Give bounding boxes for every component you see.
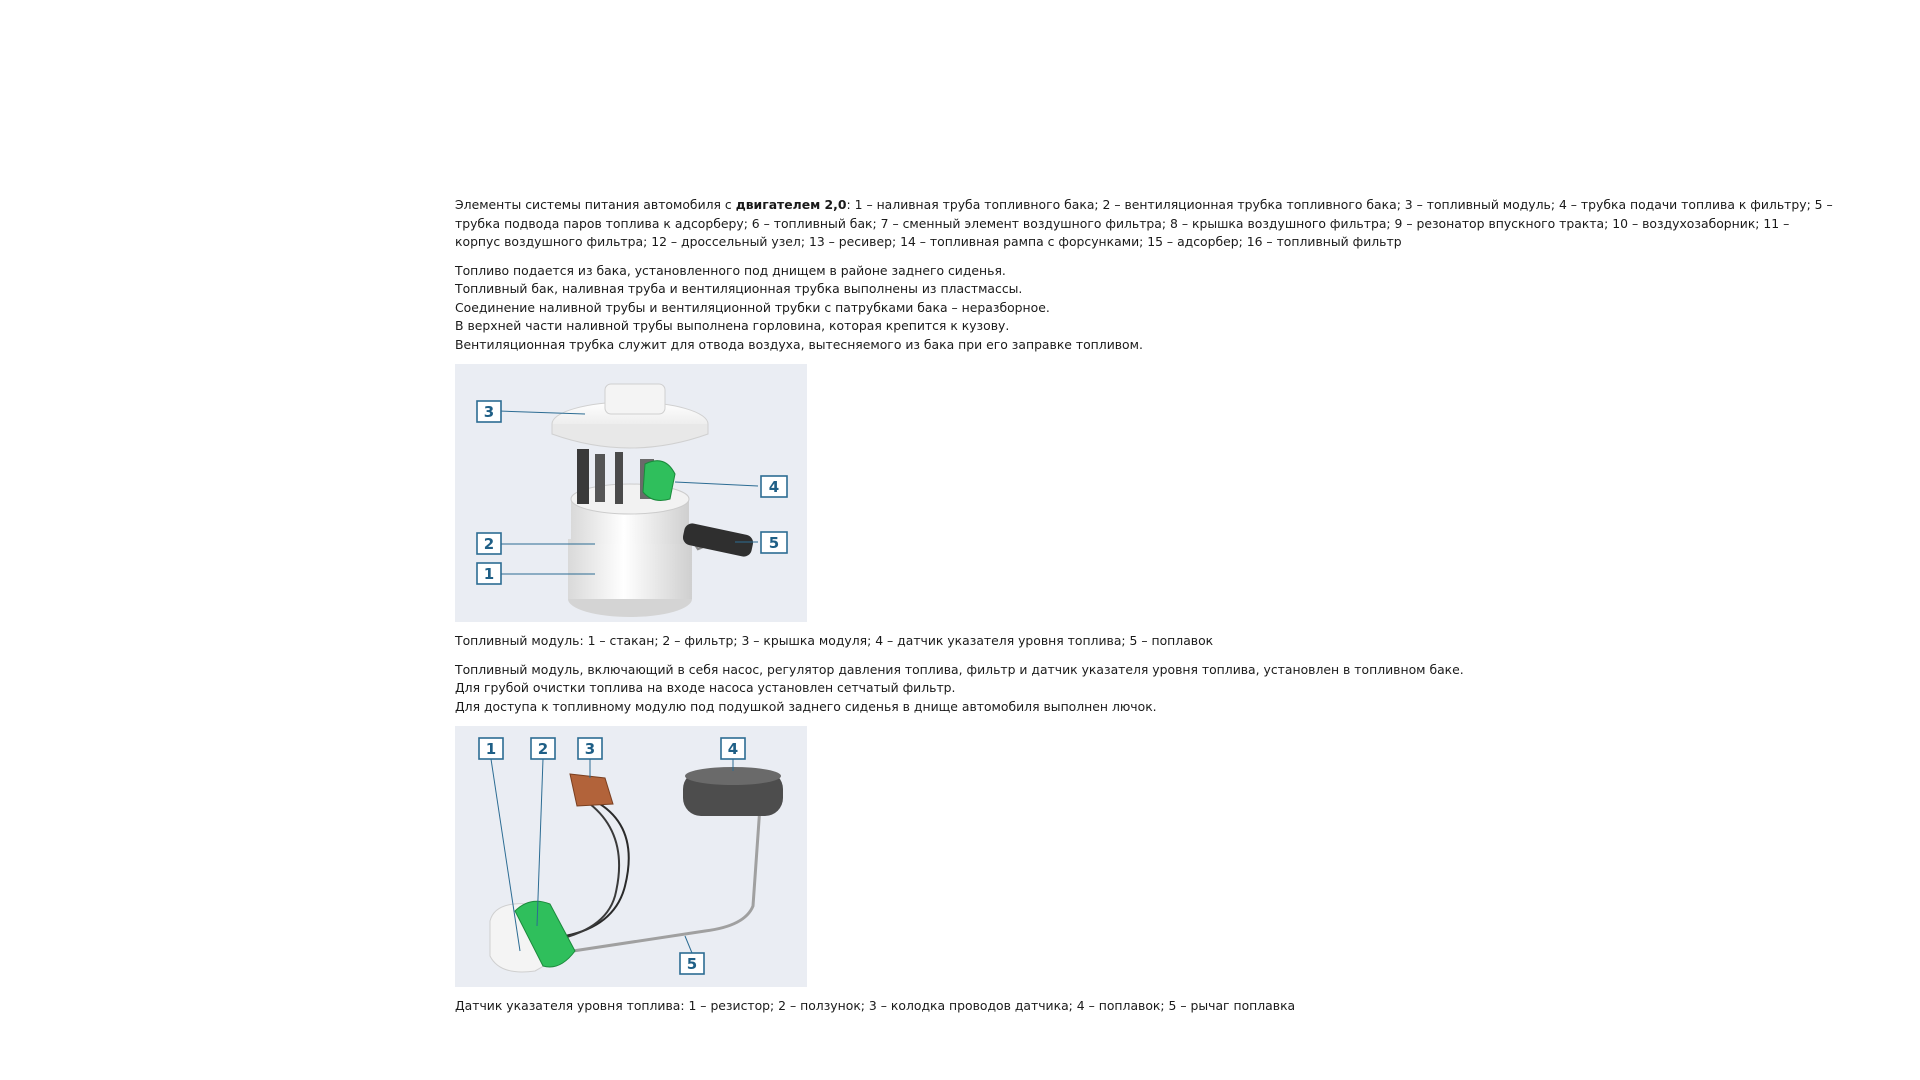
- fuel-module-caption: Топливный модуль: 1 – стакан; 2 – фильтр; 3 – крышка модуля; 4 – датчик указателя уровня топлива; 5 – поплавок: [455, 633, 1214, 648]
- fuel-module-paragraph: [455, 661, 1835, 717]
- wire-connector: [570, 774, 613, 806]
- svg-text:5: 5: [686, 955, 698, 973]
- cup-body: [568, 539, 692, 599]
- svg-text:3: 3: [483, 403, 495, 421]
- svg-text:4: 4: [768, 478, 780, 496]
- svg-text:4: 4: [727, 740, 739, 758]
- callout-2: [477, 533, 501, 554]
- pump-stem: [615, 452, 623, 504]
- level-sensor-caption: Датчик указателя уровня топлива: 1 – резистор; 2 – ползунок; 3 – колодка проводов датчика; 4 – поплавок; 5 – рычаг поплавка: [455, 998, 1296, 1013]
- text-line: Соединение наливной трубы и вентиляционной трубки с патрубками бака – неразборное.: [455, 299, 1050, 315]
- fuel-module-illustration: [455, 364, 807, 622]
- intro-paragraph: [455, 196, 1835, 252]
- intro-bold: двигателем 2,0: [735, 197, 847, 212]
- fuel-module-figure: [455, 364, 807, 622]
- text-line: Топливный бак, наливная труба и вентиляционная трубка выполнены из пластмассы.: [455, 281, 1023, 296]
- text-line: Топливо подается из бака, установленного под днищем в районе заднего сиденья.: [455, 262, 1006, 278]
- intro-prefix: Элементы системы питания автомобиля с: [455, 197, 736, 212]
- callout-5: [680, 953, 704, 974]
- intro-rest: : 1 – наливная труба топливного бака; 2 – вентиляционная трубка топливного бака; 3 – топливный модуль; 4 – трубка подачи топлива к фильтру; 5 – трубка подвода паров топлива к адсорберу; 6 – топливный бак; 7 – сменный элемент воздушного фильтра; 8 – крышка воздушного фильтра; 9 – резонатор впускного тракта; 10 – воздухозаборник; 11 – корпус воздушного фильтра; 12 – дроссельный узел; 13 – ресивер; 14 – топливная рампа с форсунками; 15 – адсорбер; 16 – топливный фильтр: [455, 197, 1833, 249]
- pump-stem: [577, 449, 589, 504]
- level-sensor-illustration: [455, 726, 807, 987]
- svg-text:1: 1: [485, 740, 497, 758]
- article-content: [455, 196, 1835, 1026]
- callout-4: [721, 738, 745, 759]
- fuel-tank-paragraph: [455, 262, 1835, 355]
- float: [681, 522, 754, 558]
- sensor-wire: [550, 804, 619, 941]
- level-sensor-figure: [455, 726, 807, 987]
- svg-text:5: 5: [768, 534, 780, 552]
- cap-connector: [605, 384, 665, 414]
- callout-1: [479, 738, 503, 759]
- svg-text:3: 3: [584, 740, 596, 758]
- callout-3: [477, 401, 501, 422]
- callout-2: [531, 738, 555, 759]
- callout-5: [761, 532, 787, 553]
- text-line: Для доступа к топливному модулю под подушкой заднего сиденья в днище автомобиля выполнен лючок.: [455, 698, 1157, 714]
- text-line: Для грубой очистки топлива на входе насоса установлен сетчатый фильтр.: [455, 680, 956, 695]
- cap-rim: [552, 424, 708, 448]
- callout-1: [477, 563, 501, 584]
- level-sensor: [643, 461, 675, 501]
- svg-text:1: 1: [483, 565, 495, 583]
- pump-stem: [595, 454, 605, 502]
- leader-line: [685, 936, 692, 953]
- text-line: Вентиляционная трубка служит для отвода воздуха, вытесняемого из бака при его заправке топливом.: [455, 336, 1143, 352]
- text-line: Топливный модуль, включающий в себя насос, регулятор давления топлива, фильтр и датчик указателя уровня топлива, установлен в топливном баке.: [455, 661, 1464, 677]
- svg-text:2: 2: [537, 740, 549, 758]
- text-line: В верхней части наливной трубы выполнена горловина, которая крепится к кузову.: [455, 318, 1010, 333]
- leader-line: [675, 482, 758, 486]
- callout-3: [578, 738, 602, 759]
- svg-text:2: 2: [483, 535, 495, 553]
- callout-4: [761, 476, 787, 497]
